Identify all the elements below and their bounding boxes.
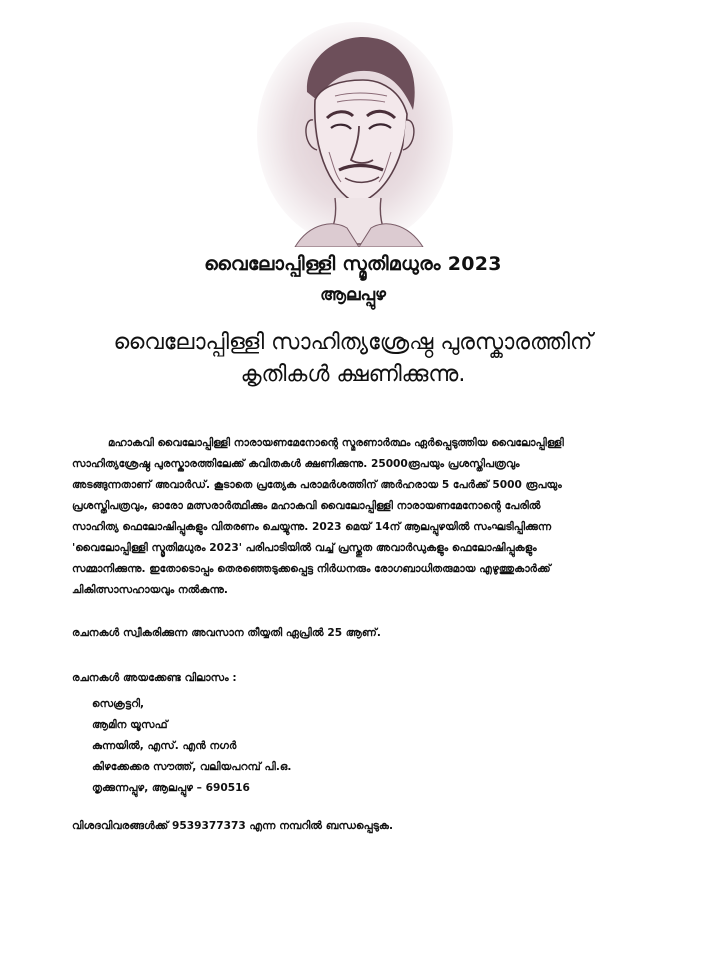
- address-line: സെക്രട്ടറി,: [92, 698, 145, 710]
- address-line: തൃക്കുന്നപ്പുഴ, ആലപ്പുഴ – 690516: [92, 782, 250, 794]
- contact-info: വിശദവിവരങ്ങൾക്ക് 9539377373 എന്ന നമ്പറിൽ ബന്ധപ്പെടുക.: [72, 820, 394, 832]
- deadline-text: രചനകൾ സ്വീകരിക്കുന്ന അവസാന തീയ്യതി ഏപ്രിൽ 25 ആണ്.: [72, 627, 381, 639]
- address-block: [92, 694, 291, 799]
- paragraph-line: ചികിത്സാസഹായവും നൽകുന്നു.: [72, 584, 228, 596]
- event-location: ആലപ്പുഴ: [320, 285, 386, 305]
- award-heading-line2: കൃതികൾ ക്ഷണിക്കുന്നു.: [240, 362, 466, 387]
- paragraph-line: സമ്മാനിക്കുന്നു. ഇതോടൊപ്പം തെരഞ്ഞെടുക്കപ്പെട്ട നിർധനരും രോഗബാധിതരുമായ എഴുത്തുകാർക്ക്: [72, 563, 551, 575]
- paragraph-line: പ്രശസ്തിപത്രവും, ഓരോ മത്സരാർത്ഥിക്കും മഹാകവി വൈലോപ്പിള്ളി നാരായണമേനോന്റെ പേരിൽ: [72, 500, 541, 512]
- address-line: കുന്നയിൽ, എസ്. എൻ നഗർ: [92, 740, 237, 752]
- paragraph-line: സാഹിത്യ ഫെലോഷിപ്പുകളും വിതരണം ചെയ്യുന്നു. 2023 മെയ് 14ന് ആലപ്പുഴയിൽ സംഘടിപ്പിക്കുന്ന: [72, 521, 552, 533]
- address-label: രചനകൾ അയക്കേണ്ട വിലാസം :: [72, 672, 237, 684]
- paragraph-line: 'വൈലോപ്പിള്ളി സ്മൃതിമധുരം 2023' പരിപാടിയിൽ വച്ച് പ്രസ്തുത അവാർഡുകളും ഫെലോഷിപ്പുകളും: [72, 542, 537, 554]
- award-heading-line1: വൈലോപ്പിള്ളി സാഹിത്യശ്രേഷ്ഠ പുരസ്കാരത്തിന്: [113, 330, 593, 355]
- portrait-image: [255, 22, 455, 247]
- address-line: കിഴക്കേക്കര സൗത്ത്, വലിയപറമ്പ് പി.ഒ.: [92, 761, 292, 773]
- paragraph-line: മഹാകവി വൈലോപ്പിള്ളി നാരായണമേനോന്റെ സ്മരണാർത്ഥം ഏർപ്പെടുത്തിയ വൈലോപ്പിള്ളി: [108, 437, 564, 449]
- paragraph-line: അടങ്ങുന്നതാണ് അവാർഡ്. കൂടാതെ പ്രത്യേക പരാമർശത്തിന് അർഹരായ 5 പേർക്ക് 5000 രൂപയും: [72, 479, 562, 491]
- announcement-paragraph: [72, 433, 636, 601]
- paragraph-line: സാഹിത്യശ്രേഷ്ഠ പുരസ്കാരത്തിലേക്ക് കവിതകൾ ക്ഷണിക്കുന്നു. 25000രൂപയും പ്രശസ്തിപത്രവും: [72, 458, 520, 470]
- event-title: വൈലോപ്പിള്ളി സ്മൃതിമധുരം 2023: [204, 253, 502, 275]
- address-line: ആമിന യൂസഫ്: [92, 719, 168, 731]
